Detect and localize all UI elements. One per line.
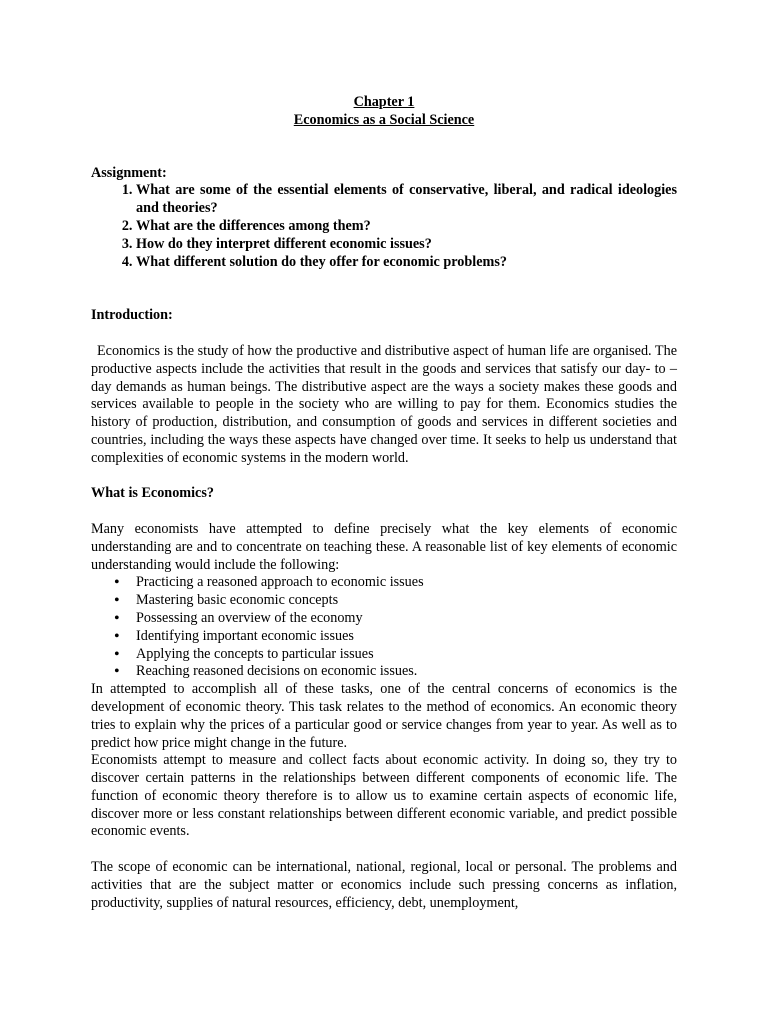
theory-paragraph: In attempted to accomplish all of these tasks, one of the central concerns of economics is the development of economic theory. This task relates to the method of economics. An economic theory tries to explain why the prices of a particular good or service changes from year to year. As well as to predict how price might change in the future.: [91, 681, 677, 751]
assignment-item: 3. How do they interpret different economic issues?: [136, 236, 677, 254]
assignment-section: [91, 165, 677, 272]
key-elements-intro: Many economists have attempted to define precisely what the key elements of economic understanding are and to concentrate on teaching these. A reasonable list of key elements of economic understanding would include the following:: [91, 520, 677, 573]
assignment-item: 1. What are some of the essential elements of conservative, liberal, and radical ideologies and theories?: [136, 182, 677, 218]
list-item: • Applying the concepts to particular issues: [136, 646, 677, 664]
what-is-economics-section: [91, 485, 677, 912]
assignment-item: 2. What are the differences among them?: [136, 218, 677, 236]
scope-paragraph: The scope of economic can be international, national, regional, local or personal. The problems and activities that are the subject matter or economics include such pressing concerns as inflation, productivity, supplies of natural resources, efficiency, debt, unemployment,: [91, 859, 677, 911]
introduction-heading: Introduction:: [91, 307, 173, 324]
title-block: [91, 94, 677, 130]
key-elements-list: [91, 574, 677, 681]
measure-paragraph: Economists attempt to measure and collect facts about economic activity. In doing so, they try to discover certain patterns in the relationships between different components of economic life. The function of economic theory therefore is to allow us to examine certain aspects of economic life, discover more or less constant relationships between different economic variable, and predict possible economic events.: [91, 752, 677, 840]
list-item: • Mastering basic economic concepts: [136, 592, 677, 610]
list-item: • Possessing an overview of the economy: [136, 610, 677, 628]
document-page: [91, 94, 677, 912]
introduction-paragraph: Economics is the study of how the productive and distributive aspect of human life are organised. The productive aspects include the activities that result in the goods and services that satisfy our day- to –day demands as human beings. The distributive aspect are the ways a society makes these goods and services available to people in the society who are willing to pay for them. Economics studies the history of production, distribution, and consumption of goods and services in different societies and countries, including the ways these aspects have changed over time. It seeks to help us understand that complexities of economic systems in the modern world.: [91, 342, 677, 466]
list-item: • Reaching reasoned decisions on economic issues.: [136, 663, 677, 681]
assignment-heading: Assignment:: [91, 164, 167, 181]
assignment-list: [91, 182, 677, 271]
assignment-item: 4. What different solution do they offer for economic problems?: [136, 254, 677, 272]
list-item: • Identifying important economic issues: [136, 628, 677, 646]
chapter-label: Chapter 1: [353, 94, 415, 110]
list-item: • Practicing a reasoned approach to economic issues: [136, 574, 677, 592]
what-is-economics-heading: What is Economics?: [91, 485, 214, 502]
chapter-title: Economics as a Social Science: [293, 111, 475, 128]
introduction-section: [91, 307, 677, 467]
